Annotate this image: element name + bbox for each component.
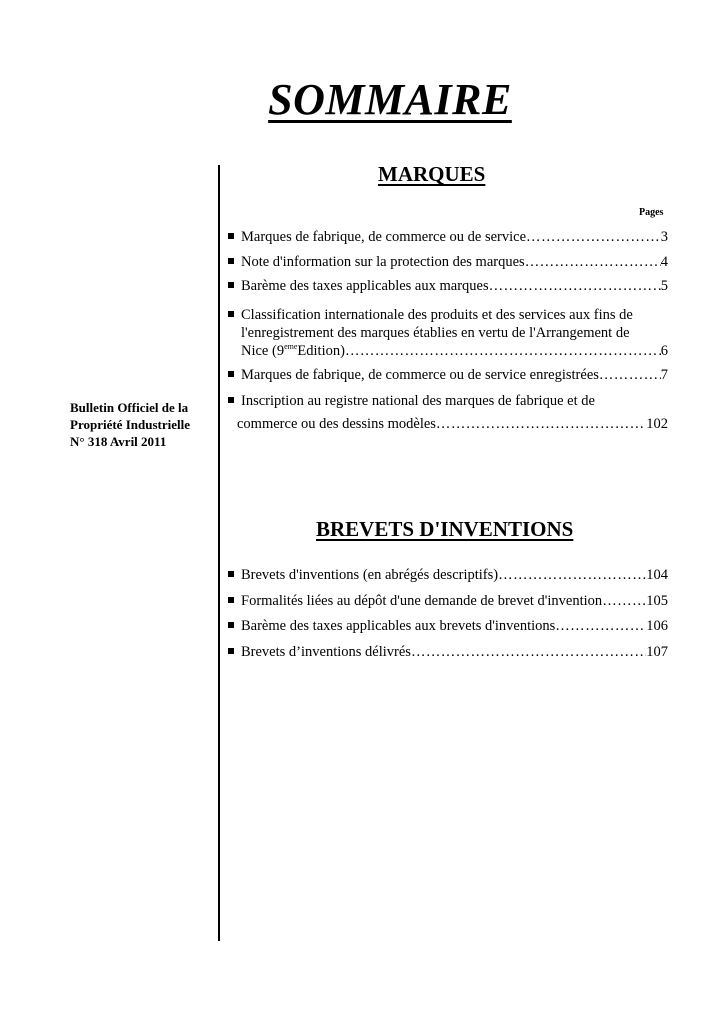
toc-entry-page: 3: [660, 229, 668, 245]
toc-entry-page: 105: [646, 593, 668, 609]
toc-entry-brevets-2[interactable]: [228, 592, 668, 610]
section-title-marques: MARQUES: [378, 162, 486, 186]
toc-entry-marques-5[interactable]: [228, 366, 668, 384]
toc-entry-text: Formalités liées au dépôt d'une demande de brevet d'invention: [241, 593, 603, 609]
toc-entry-text: Marques de fabrique, de commerce ou de service enregistrées: [241, 367, 599, 383]
toc-entry-page: 5: [660, 278, 668, 294]
toc-entry-marques-3[interactable]: [228, 277, 668, 295]
toc-entry-text: Barème des taxes applicables aux brevets d'inventions: [241, 618, 556, 634]
bullet-icon: [228, 397, 234, 403]
toc-entry-marques-4[interactable]: [228, 306, 668, 360]
vertical-divider: [218, 165, 220, 941]
toc-entry-text-line-1: Inscription au registre national des marques de fabrique et de: [241, 393, 595, 409]
toc-entry-marques-6[interactable]: [228, 390, 668, 436]
toc-entry-page: 107: [646, 644, 668, 660]
publication-line-2: Propriété Industrielle: [70, 417, 190, 432]
pages-column-label: Pages: [639, 207, 664, 218]
bullet-icon: [228, 371, 234, 377]
toc-entry-text-line-3: Nice (9emeEdition): [241, 342, 345, 359]
toc-entry-marques-1[interactable]: [228, 228, 668, 246]
bullet-icon: [228, 571, 234, 577]
toc-entry-text: Marques de fabrique, de commerce ou de service: [241, 229, 527, 245]
toc-entry-text: Brevets d'inventions (en abrégés descriptifs): [241, 567, 499, 583]
toc-entry-text-line-1: Classification internationale des produits et des services aux fins de: [241, 307, 633, 323]
toc-entry-page: 4: [660, 254, 668, 270]
bullet-icon: [228, 311, 234, 317]
toc-entry-marques-2[interactable]: [228, 253, 668, 271]
bullet-icon: [228, 282, 234, 288]
section-title-brevets: BREVETS D'INVENTIONS: [316, 517, 574, 541]
bullet-icon: [228, 622, 234, 628]
toc-entry-text: Barème des taxes applicables aux marques: [241, 278, 489, 294]
page-title: SOMMAIRE: [268, 75, 512, 124]
toc-entry-page: 104: [646, 567, 668, 583]
publication-line-1: Bulletin Officiel de la: [70, 400, 189, 415]
toc-entry-brevets-1[interactable]: [228, 566, 668, 584]
publication-info: [70, 399, 216, 450]
toc-entry-page: 106: [646, 618, 668, 634]
toc-entry-page: 7: [660, 367, 668, 383]
toc-entry-text-line-2: l'enregistrement des marques établies en vertu de l'Arrangement de: [241, 325, 630, 341]
bullet-icon: [228, 648, 234, 654]
bullet-icon: [228, 258, 234, 264]
toc-entry-text-line-2: commerce ou des dessins modèles: [237, 416, 436, 432]
toc-entry-text: Brevets d’inventions délivrés: [241, 644, 411, 660]
toc-entry-brevets-3[interactable]: [228, 617, 668, 635]
toc-entry-page: 102: [646, 416, 668, 432]
bullet-icon: [228, 597, 234, 603]
bullet-icon: [228, 233, 234, 239]
toc-entry-page: 6: [660, 343, 668, 359]
publication-line-3: N° 318 Avril 2011: [70, 434, 167, 449]
toc-entry-text: Note d'information sur la protection des marques: [241, 254, 525, 270]
toc-entry-brevets-4[interactable]: [228, 643, 668, 661]
